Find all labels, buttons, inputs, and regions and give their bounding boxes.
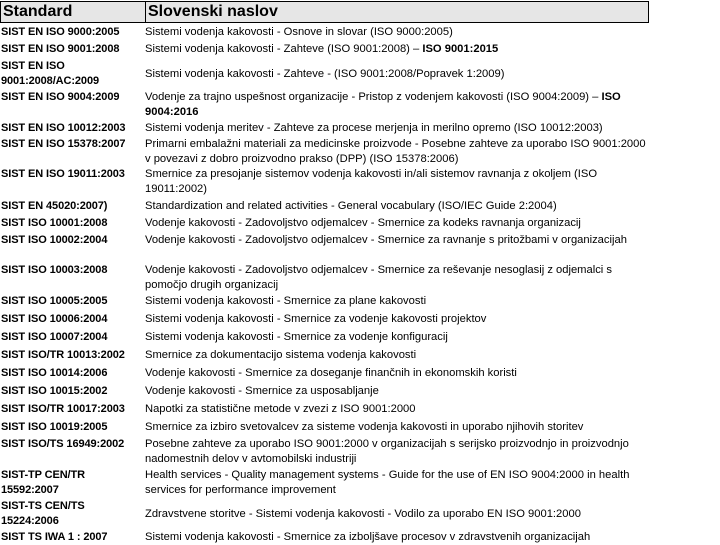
title-cell[interactable]: Standardization and related activities - General vocabulary (ISO/IEC Guide 2:2004) — [145, 200, 557, 212]
standard-cell[interactable]: SIST EN ISO 9001:2008/AC:2009 — [1, 60, 99, 87]
standard-cell[interactable]: SIST ISO 10005:2005 — [1, 295, 108, 307]
standard-cell[interactable]: SIST EN ISO 9000:2005 — [1, 26, 120, 38]
title-cell[interactable]: Vodenje kakovosti - Zadovoljstvo odjemalcev - Smernice za reševanje nesoglasij z odjemalci s pomočjo drugih organizacij — [145, 264, 612, 291]
standard-cell[interactable]: SIST ISO 10003:2008 — [1, 264, 108, 276]
title-cell[interactable]: Vodenje kakovosti - Smernice za doseganje finančnih in ekonomskih koristi — [145, 367, 517, 379]
standard-cell[interactable]: SIST-TS CEN/TS 15224:2006 — [1, 500, 85, 527]
title-cell[interactable]: Sistemi vodenja kakovosti - Smernice za plane kakovosti — [145, 295, 427, 307]
title-cell[interactable]: Vodenje kakovosti - Zadovoljstvo odjemalcev - Smernice za kodeks ravnanja organizacij — [145, 217, 581, 229]
standard-cell[interactable]: SIST ISO/TR 10013:2002 — [1, 349, 125, 361]
title-cell[interactable]: Sistemi vodenja kakovosti - Zahteve (ISO 9001:2008) – ISO 9001:2015 — [145, 43, 499, 55]
column-header-slovenski-naslov-label: Slovenski naslov — [148, 3, 278, 20]
column-header-standard[interactable] — [0, 1, 145, 23]
title-cell[interactable]: Napotki za statistične metode v zvezi z ISO 9001:2000 — [145, 403, 416, 415]
title-cell[interactable]: Smernice za izbiro svetovalcev za sisteme vodenja kakovosti in uporabo njihovih storitev — [145, 421, 584, 433]
standard-cell[interactable]: SIST ISO 10015:2002 — [1, 385, 108, 397]
title-cell[interactable]: Posebne zahteve za uporabo ISO 9001:2000 v organizacijah s serijsko proizvodnjo in proizvodnjo nadomestnih delov v avtomobilski industriji — [145, 438, 629, 465]
standard-cell[interactable]: SIST EN ISO 15378:2007 — [1, 138, 126, 150]
standard-cell[interactable]: SIST EN ISO 10012:2003 — [1, 122, 126, 134]
standard-cell[interactable]: SIST ISO 10006:2004 — [1, 313, 108, 325]
column-header-standard-label: Standard — [3, 3, 73, 20]
title-cell[interactable]: Sistemi vodenja kakovosti - Osnove in slovar (ISO 9000:2005) — [145, 26, 453, 38]
title-cell[interactable]: Primarni embalažni materiali za medicinske proizvode - Posebne zahteve za uporabo ISO 9001:2000 v povezavi z dobro proizvodno prakso (DPP) (ISO 15378:2006) — [145, 138, 646, 165]
title-cell[interactable]: Sistemi vodenja kakovosti - Smernice za vodenje konfiguracij — [145, 331, 448, 343]
standard-cell[interactable]: SIST ISO 10002:2004 — [1, 234, 108, 246]
standard-cell[interactable]: SIST ISO/TS 16949:2002 — [1, 438, 125, 450]
standard-cell[interactable]: SIST ISO 10007:2004 — [1, 331, 108, 343]
title-cell[interactable]: Health services - Quality management systems - Guide for the use of EN ISO 9004:2000 in health services for performance improvement — [145, 469, 630, 496]
title-cell[interactable]: Vodenje kakovosti - Smernice za usposabljanje — [145, 385, 379, 397]
column-header-slovenski-naslov[interactable] — [145, 1, 649, 23]
title-cell[interactable]: Sistemi vodenja kakovosti - Smernice za vodenje kakovosti projektov — [145, 313, 487, 325]
standard-cell[interactable]: SIST EN ISO 9001:2008 — [1, 43, 120, 55]
title-cell[interactable]: Sistemi vodenja kakovosti - Zahteve - (ISO 9001:2008/Popravek 1:2009) — [145, 68, 505, 80]
standard-cell[interactable]: SIST ISO/TR 10017:2003 — [1, 403, 125, 415]
title-cell[interactable]: Vodenje kakovosti - Zadovoljstvo odjemalcev - Smernice za ravnanje s pritožbami v organizacijah — [145, 234, 627, 246]
standard-cell[interactable]: SIST EN ISO 9004:2009 — [1, 91, 120, 103]
title-cell[interactable]: Vodenje za trajno uspešnost organizacije - Pristop z vodenjem kakovosti (ISO 9004:2009) – ISO 9004:2016 — [145, 91, 621, 118]
title-cell[interactable]: Sistemi vodenja meritev - Zahteve za procese merjenja in merilno opremo (ISO 10012:2003) — [145, 122, 603, 134]
title-cell[interactable]: Sistemi vodenja kakovosti - Smernice za izboljšave procesov v zdravstvenih organizacijah — [145, 531, 591, 543]
standard-cell[interactable]: SIST ISO 10019:2005 — [1, 421, 108, 433]
standard-cell[interactable]: SIST EN ISO 19011:2003 — [1, 168, 125, 180]
title-cell[interactable]: Smernice za dokumentacijo sistema vodenja kakovosti — [145, 349, 417, 361]
title-cell[interactable]: Zdravstvene storitve - Sistemi vodenja kakovosti - Vodilo za uporabo EN ISO 9001:2000 — [145, 508, 581, 520]
standard-cell[interactable]: SIST ISO 10014:2006 — [1, 367, 108, 379]
standard-cell[interactable]: SIST EN 45020:2007) — [1, 200, 108, 212]
standard-cell[interactable]: SIST TS IWA 1 : 2007 — [1, 531, 108, 543]
standard-cell[interactable]: SIST ISO 10001:2008 — [1, 217, 108, 229]
standard-cell[interactable]: SIST-TP CEN/TR 15592:2007 — [1, 469, 85, 496]
title-cell[interactable]: Smernice za presojanje sistemov vodenja kakovosti in/ali sistemov ravnanja z okoljem (ISO 19011:2002) — [145, 168, 598, 195]
